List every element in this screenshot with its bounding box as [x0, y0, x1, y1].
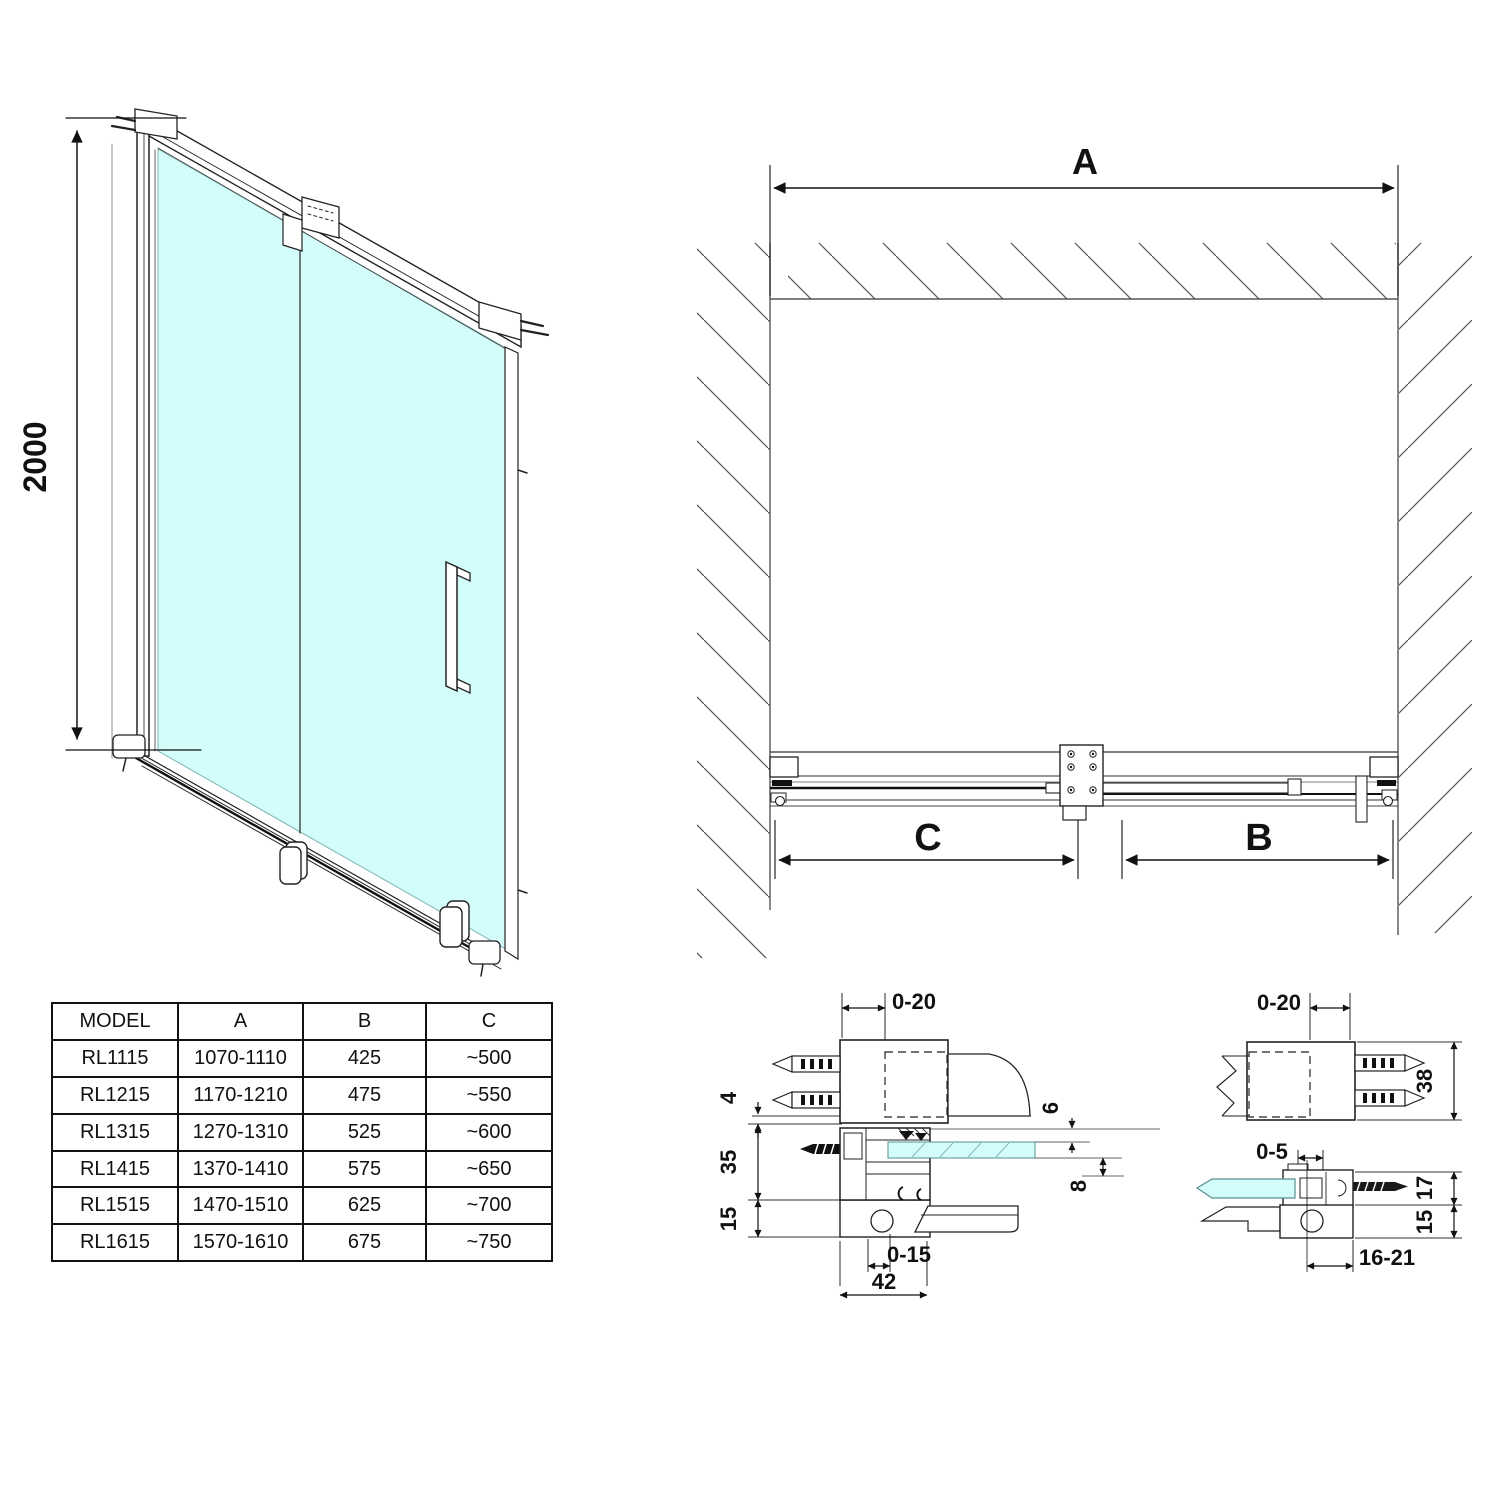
perspective-view — [17, 109, 548, 976]
wall-anchor — [773, 1092, 840, 1108]
mounting-screw — [1353, 1182, 1408, 1191]
rail-end-cap-right — [479, 302, 548, 340]
table-cell-model: RL1415 — [52, 1151, 178, 1188]
table-cell-a: 1570-1610 — [178, 1224, 303, 1261]
glass-section — [1197, 1179, 1295, 1198]
table-header-b: B — [303, 1003, 426, 1040]
table-cell-c: ~500 — [426, 1040, 552, 1077]
table-cell-b: 675 — [303, 1224, 426, 1261]
dim-profile-depth-label: 42 — [871, 1269, 897, 1294]
table-header-model: MODEL — [52, 1003, 178, 1040]
glass-panel — [158, 149, 506, 949]
table-cell-c: ~700 — [426, 1187, 552, 1224]
dim-wall-gap-label: 4 — [716, 1091, 741, 1105]
table-cell-c: ~550 — [426, 1077, 552, 1114]
overall-width-label: A — [1072, 141, 1098, 182]
table-cell-model: RL1115 — [52, 1040, 178, 1077]
wall-block — [1247, 1042, 1355, 1120]
table-cell-c: ~750 — [426, 1224, 552, 1261]
height-dimension-label: 2000 — [17, 421, 53, 493]
dim-bottom-profile-height-label: 15 — [716, 1206, 741, 1232]
dim-top-adjustment-label: 0-20 — [1256, 990, 1302, 1015]
table-cell-model: RL1615 — [52, 1224, 178, 1261]
wall-bracket-left — [770, 757, 798, 806]
dim-profile-height — [716, 1124, 842, 1200]
dim-bottom-profile-height — [716, 1200, 842, 1237]
wall-hatch-right — [1399, 243, 1472, 933]
detail-wall-profile — [716, 989, 1160, 1295]
track-end-cap-right — [469, 941, 500, 976]
dim-glass-bottom-gap — [1035, 1158, 1124, 1192]
table-cell-model: RL1515 — [52, 1187, 178, 1224]
table-cell-model: RL1215 — [52, 1077, 178, 1114]
table-cell-b: 425 — [303, 1040, 426, 1077]
wall-bracket-right — [1370, 757, 1398, 806]
dim-glass-side-gap-label: 0-5 — [1256, 1139, 1288, 1164]
table-row — [52, 1151, 552, 1188]
dim-top-adjustment — [1257, 990, 1350, 1040]
table-row — [52, 1077, 552, 1114]
door-bar-end — [1288, 779, 1301, 795]
front-view — [697, 141, 1472, 958]
table-cell-a: 1470-1510 — [178, 1187, 303, 1224]
detail-bottom-guide — [1197, 990, 1462, 1272]
track-end-cap-left — [113, 735, 145, 771]
fixed-panel-label: B — [1245, 817, 1273, 859]
wall-anchor — [773, 1056, 840, 1072]
spec-table — [51, 1002, 553, 1262]
dim-glass-top-gap — [1035, 1102, 1090, 1153]
dim-glass-top-gap-label: 6 — [1038, 1101, 1063, 1115]
bottom-stopper-center — [280, 842, 307, 884]
wall-anchor — [1355, 1055, 1424, 1071]
dim-anchor-depth-label: 38 — [1412, 1068, 1437, 1094]
center-connector-bracket — [1060, 745, 1103, 820]
dim-profile-height-label: 35 — [716, 1149, 741, 1175]
dim-glass-bottom-gap-label: 8 — [1066, 1179, 1091, 1193]
table-cell-c: ~600 — [426, 1114, 552, 1151]
table-row — [52, 1040, 552, 1077]
dim-floor-gap-label: 16-21 — [1358, 1245, 1416, 1270]
table-row — [52, 1114, 552, 1151]
dim-guide-base-height — [1355, 1205, 1462, 1238]
door-opening-dimension — [775, 817, 1078, 879]
table-row — [52, 1224, 552, 1261]
table-cell-a: 1370-1410 — [178, 1151, 303, 1188]
door-right-stile — [505, 347, 527, 959]
wall-profile — [112, 127, 155, 758]
table-cell-b: 525 — [303, 1114, 426, 1151]
door-glass-curve — [948, 1054, 1030, 1116]
wall-hatch-top — [788, 243, 1396, 299]
table-cell-a: 1270-1310 — [178, 1114, 303, 1151]
dim-bottom-adjustment-label: 0-15 — [886, 1242, 932, 1267]
table-cell-a: 1070-1110 — [178, 1040, 303, 1077]
table-header-c: C — [426, 1003, 552, 1040]
bottom-stopper-right — [440, 901, 469, 947]
wall-profile-section — [840, 1128, 930, 1200]
floor-sill-bar — [915, 1206, 1018, 1232]
dim-profile-depth — [840, 1269, 927, 1295]
table-cell-a: 1170-1210 — [178, 1077, 303, 1114]
wall-hatch-left — [697, 243, 770, 958]
table-header-a: A — [178, 1003, 303, 1040]
door-opening-label: C — [914, 817, 942, 859]
dim-guide-height-label: 17 — [1412, 1175, 1437, 1201]
wall-edges — [770, 243, 1398, 935]
table-header-row — [52, 1003, 552, 1040]
guide-top-tab — [1288, 1164, 1308, 1170]
table-cell-b: 475 — [303, 1077, 426, 1114]
table-cell-c: ~650 — [426, 1151, 552, 1188]
wall-break-symbol — [1217, 1056, 1249, 1116]
right-guide-tab — [1356, 776, 1367, 822]
table-cell-b: 625 — [303, 1187, 426, 1224]
track-assembly — [770, 745, 1398, 822]
dim-wall-gap — [716, 1091, 758, 1138]
glass-section — [888, 1142, 1035, 1158]
screw-hole — [1301, 1210, 1323, 1232]
dim-top-adjustment-label: 0-20 — [891, 989, 937, 1014]
floor-sill-bar — [1202, 1207, 1280, 1231]
table-cell-b: 575 — [303, 1151, 426, 1188]
table-cell-model: RL1315 — [52, 1114, 178, 1151]
table-row — [52, 1187, 552, 1224]
dim-guide-base-height-label: 15 — [1412, 1209, 1437, 1235]
screw-hole — [871, 1210, 893, 1232]
dim-anchor-depth — [1357, 1042, 1462, 1120]
fixed-panel-dimension — [1122, 817, 1393, 879]
